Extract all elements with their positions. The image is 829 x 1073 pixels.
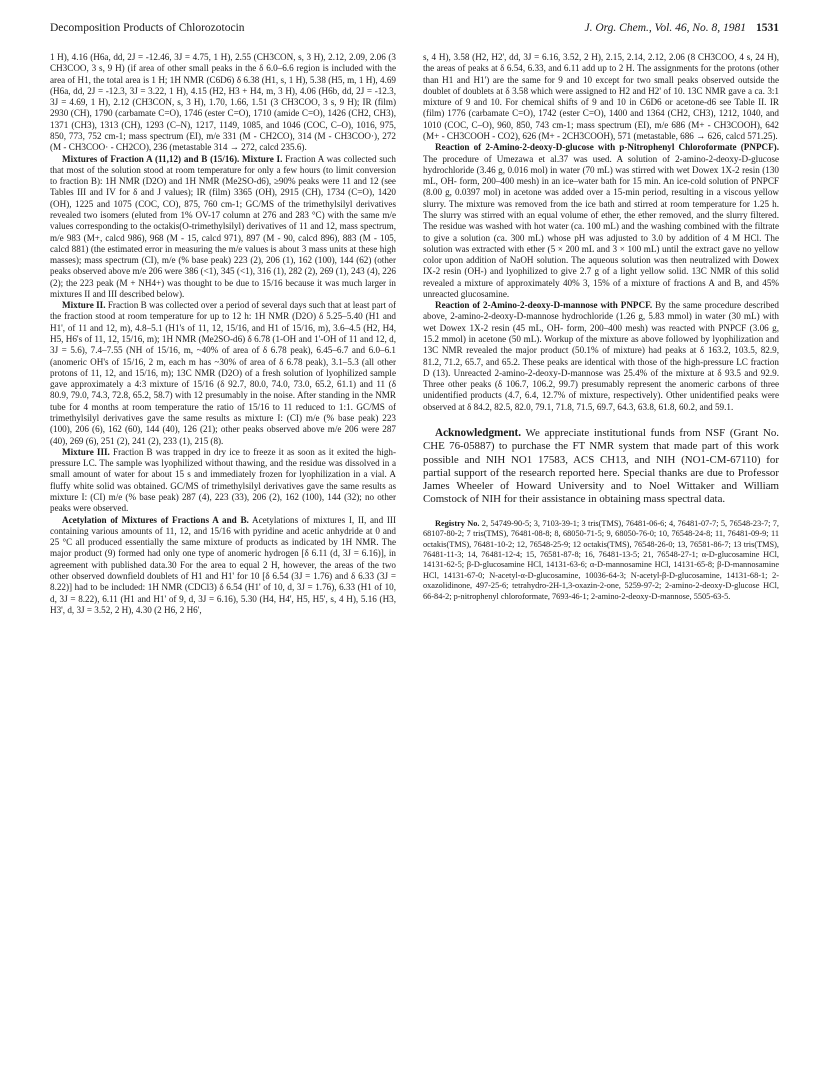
page-number: 1531 [756, 22, 779, 34]
paragraph-glucose-reaction [423, 142, 779, 300]
section-heading-mixture-ii: Mixture II. [62, 300, 106, 311]
section-heading-glucose-reaction: Reaction of 2-Amino-2-deoxy-D-glucose with p-Nitrophenyl Chloroformate (PNPCF). [435, 142, 779, 153]
running-header [50, 22, 779, 38]
paragraph-body: By the same procedure described above, 2-amino-2-deoxy-D-mannose hydrochloride (1.26 g, 5.83 mmol) in water (30 mL) with wet Dowex 1X-2 resin (45 mL, OH- form, 200–400 mesh) was reacted with PNPCF (3.06 g, 15.2 mmol) in acetone (50 mL). Workup of the mixture as above followed by lyophilization and 13C NMR revealed the major product (50.1% of mixture) had peaks at δ 163.2, 103.5, 82.9, 81.2, 71.2, 65.7, and 65.2. These peaks are identical with those of the high-pressure LC fraction D (13). Unreacted 2-amino-2-deoxy-D-mannose was 25.4% of the mixture at δ 93.5 and 92.9. Three other peaks (δ 106.7, 106.2, 99.7) presumably represent the anomeric carbons of three unidentified products (4.7, 6.4, 12.7% of mixture, respectively). Other unidentified peaks were observed at δ 84.2, 82.5, 82.0, 79.1, 71.8, 71.5, 69.7, 64.3, 63.8, 61.8, 60.2, and 59.1. [423, 300, 779, 412]
paragraph-mixture-ii [50, 300, 396, 447]
paragraph-acetylation [50, 515, 396, 617]
section-heading-mixtures: Mixtures of Fraction A (11,12) and B (15/16). Mixture I. [62, 153, 283, 164]
acknowledgment [423, 427, 779, 507]
paragraph-body: Acetylations of mixtures I, II, and III containing various amounts of 11, 12, and 15/16 with pyridine and acetic anhydride at 0 and 25 °C all produced essentially the same mixture of products as indicated by 1H NMR. The major product (9) formed had only one type of anomeric hydrogen [δ 6.11 (d, 3J = 6.16)], in agreement with published data.30 For the area to equal 2 H, however, the areas of the two other observed downfield doublets of H1 and H1' for 10 [δ 6.54 (3J = 1.76) and δ 6.33 (3J = 8.22)] had to be included: 1H NMR (CDCl3) δ 6.54 (H1' of 10, d, 3J = 1.76), 6.33 (H1 of 10, d, 3J = 8.22), 6.11 (H1 and H1' of 9, d, 3J = 6.16), 5.30 (H4, H4', H5, H5', s, 4 H), 5.16 (H3, H3', d, 3J = 3.52, 2 H), 4.30 (2 H6, 2 H6', [50, 514, 396, 615]
registry-numbers [423, 519, 779, 602]
paragraph-mannose-reaction [423, 300, 779, 413]
paragraph-body: Fraction A was collected such that most of the solution stood at room temperature for only a few hours (to limit conversion to fraction B): 1H NMR (D2O) and 1H NMR (Me2SO-d6), ≥90% peaks were 11 and 12 (see Tables III and IV for δ and J values); IR (film) 3365 (OH), 2915 (CH), 1734 (C=O), 1420 (OH), 1225 and 1075 (COC, CO), 875, 760 cm-1; GC/MS of the trimethylsilyl derivatives revealed two isomers (eluted from 1% OV-17 column at 276 and 283 °C) with the same m/e values corresponding to the octakis(O-trimethylsilyl) derivatives of 11 and 12, mass spectrum, m/e 983 (M+, calcd 986), 968 (M - 15, calcd 971), 897 (M - 90, calcd 896), 883 (M - 105, calcd 881) (the estimated error in measuring the m/e values is about 3 mass units at these high masses); mass spectrum (CI), m/e (% base peak) 223 (2), 206 (1), 162 (100), 144 (62) (other peaks observed above m/e 206 were 386 (<1), 345 (<1), 316 (1), 282 (2), 269 (1), 243 (4), 226 (2); the 223 peak (M + NH4+) was thought to be due to 15/16 because it was much larger in mixtures II and III described below). [50, 153, 396, 299]
registry-body: 2, 54749-90-5; 3, 7103-39-1; 3 tris(TMS), 76481-06-6; 4, 76481-07-7; 5, 76548-23-7; 7, 68107-80-2; 7 tris(TMS), 76481-08-8; 8, 68050-71-5; 9, 68050-76-0; 10, 76548-24-8; 11, 76481-09-9; 11 octakis(TMS), 76481-10-2; 12, 76548-25-9; 12 octakis(TMS), 76548-26-0; 13, 76581-86-7; 13 tris(TMS), 76481-11-3; 14, 76481-12-4; 15, 76581-87-8; 16, 76481-13-5; 21, 76548-27-1; α-D-glucosamine HCl, 14131-62-5; β-D-glucosamine HCl, 14131-63-6; α-D-mannosamine HCl, 14131-65-8; β-D-mannosamine HCl, 14131-67-0; N-acetyl-α-D-glucosamine, 10036-64-3; N-acetyl-β-D-glucosamine, 14131-68-1; 2-oxazolidinone, 497-25-6; tetrahydro-2H-1,3-oxazin-2-one, 5259-97-2; 2-amino-2-deoxy-D-glucose HCl, 66-84-2; p-nitrophenyl chloroformate, 7693-46-1; 2-amino-2-deoxy-D-mannose, 5505-63-5. [423, 518, 779, 601]
right-column [423, 52, 779, 1033]
paragraph-body: Fraction B was collected over a period of several days such that at least part of the fraction stood at room temperature for up to 12 h: 1H NMR (D2O) δ 5.25–5.40 (H1 and H1', of 11 and 12, m), 4.8–5.1 (H1's of 11, 12, 15/16, and H1 of 15/16, m), 3.6–4.5 (H2, H4, H5, H6's of 11, 12, 15/16, m); 1H NMR (Me2SO-d6) δ 6.78 (1-OH and 1'-OH of 11 and 12, d, 3J = 5.6), 7.4–7.55 (NH of 15/16, m, ~40% of area of δ 6.78 peak), 6.45–6.7 and 6.0–6.1 (anomeric OH's of 15/16, 2 m, each m has ~30% of area of δ 6.78 peak), 3.1–5.3 (all other protons of 11, 12, and 15/16, m); 13C NMR (D2O) of a fresh solution of lyophilized sample gave approximately a 4:3 mixture of 15/16 (δ 92.7, 80.0, 74.0, 73.0, 65.2, 61.1) and 11 (δ 80.9, 79.0, 74.3, 72.8, 65.2, 58.7) with 12 presumably in the noise. After standing in the NMR tube for 4 months at room temperature the ratio of 15/16 to 11 reduced to 1:1. GC/MS of trimethylsilyl derivatives gave the same results as mixture I: (CI) m/e (% base peak) 223 (100), 206 (6), 162 (60), 144 (40), 126 (21); other peaks observed above m/e 206 were 287 (40), 269 (6), 251 (2), 241 (2), 233 (1), 215 (8). [50, 300, 396, 446]
paragraph-body: Fraction B was trapped in dry ice to freeze it as soon as it exited the high-pressure LC. The sample was lyophilized without thawing, and the residue was dissolved in a small amount of water for about 15 s and immediately frozen for lyophilization in a vial. A fluffy white solid was obtained. GC/MS of trimethylsilyl derivatives gave the same results as mixture I: (CI) m/e (% base peak) 287 (4), 223 (33), 206 (2), 162 (100), 144 (32); no other peaks were observed. [50, 446, 396, 514]
registry-heading: Registry No. [435, 518, 480, 528]
running-title: Decomposition Products of Chlorozotocin [50, 22, 245, 34]
acknowledgment-heading: Acknowledgment. [435, 427, 522, 439]
section-heading-mixture-iii: Mixture III. [62, 446, 110, 457]
paragraph-mixture-iii [50, 447, 396, 515]
acknowledgment-body: We appreciate institutional funds from NSF (Grant No. CHE 76-05887) to purchase the FT NMR system that made part of this work possible and NIH NO1 17583, ACS CH13, and NIH (NO1-CM-67110) for partial support of the research reported here. Special thanks are due to Professor James Wheeler of Howard University and to Noel Wittaker and William Comstock of NIH for their assistance in obtaining mass spectral data. [423, 427, 779, 506]
journal-citation: J. Org. Chem., Vol. 46, No. 8, 1981 [584, 22, 746, 34]
paragraph-nmr-continuation: 1 H), 4.16 (H6a, dd, 2J = -12.46, 3J = 4.75, 1 H), 2.55 (CH3CON, s, 3 H), 2.12, 2.09, 2.06 (3 CH3COO, 3 s, 9 H) (if area of other small peaks in the δ 6.0–6.6 region is included with the area of H1, the total area is 1 H; 1H NMR (C6D6) δ 6.38 (H1, s, 1 H), 5.38 (H5, m, 1 H), 4.69 (H6a, dd, 2J = -12.3, 3J = 3.22, 1 H), 4.15 (H2, H3 + H4, m, 3 H), 4.06 (H6b, dd, 2J = -12.3, 3J = 4.69, 1 H), 2.12 (CH3CON, s, 3 H), 1.70, 1.66, 1.51 (3 CH3COO, 3 s, 9 H); IR (film) 2930 (CH), 1790 (carbamate C=O), 1746 (ester C=O), 1710 (amide C=O), 1426 (CH2, CH3), 1371 (CH3), 1313 (CH), 1293 (C–N), 1217, 1149, 1085, and 1046 (COC, C–O), 1016, 975, 850, 773, 752 cm-1; mass spectrum (EI), m/e 331 (M - CH2CO), 314 (M - CH3COO·), 272 (M - CH3COO· - CH2CO), 236 (metastable 314 → 272, calcd 235.6). [50, 52, 396, 153]
left-column [50, 52, 396, 1033]
paragraph-mixture-i [50, 154, 396, 301]
journal-citation-group [584, 22, 779, 34]
section-heading-mannose-reaction: Reaction of 2-Amino-2-deoxy-D-mannose with PNPCF. [435, 300, 653, 311]
paragraph-body: The procedure of Umezawa et al.37 was used. A solution of 2-amino-2-deoxy-D-glucose hydrochloride (3.46 g, 0.016 mol) in water (70 mL) was stirred with wet Dowex 1X-2 resin (130 mL, OH- form, 200–400 mesh) in an ice–water bath for 15 min. An ice-cold solution of PNPCF (8.00 g, 0.0397 mol) in acetone was added over a 15-min period, resulting in a viscous yellow slurry. The mixture was removed from the ice bath and stirred at room temperature for 1.25 h. The slurry was stirred with an equal volume of ether, the ether removed, and the slurry filtered. The residue was washed with hot water (ca. 100 mL) and the washing combined with the filtrate to give a solution (ca. 300 mL) whose pH was adjusted to 3.0 by addition of 4 M HCl. The solution was extracted with ether (5 × 200 mL and 3 × 100 mL) until the extract gave no yellow color upon addition of NaOH solution. The aqueous solution was then neutralized with Dowex IX-2 resin (OH-) and lyophilized to give 2.7 g of a light yellow solid. 13C NMR of this solid revealed a mixture of approximately 40% 3, 15% of a mixture of fractions A and B, and 45% unreacted glucosamine. [423, 153, 779, 299]
section-heading-acetylation: Acetylation of Mixtures of Fractions A and B. [62, 514, 249, 525]
paragraph-acetylation-continuation: s, 4 H), 3.58 (H2, H2', dd, 3J = 6.16, 3.52, 2 H), 2.15, 2.14, 2.12, 2.06 (8 CH3COO, 4 s, 24 H), the areas of peaks at δ 6.54, 6.33, and 6.11 add up to 2 H. The assignments for the protons (other than H1 and H1') are the same for 9 and 10 except for two small peaks observed outside the doublet of doublets at δ 3.58 which were assigned to H2 and H2' of 10. 13C NMR gave a ca. 3:1 mixture of 9 and 10. For chemical shifts of 9 and 10 in C6D6 or acetone-d6 see Table II. IR (film) 1776 (carbamate C=O), 1742 (ester C=O), 1400 and 1364 (CH2, CH3), 1212, 1040, and 1010 (COC, C–O), 960, 850, 743 cm-1; mass spectrum (EI), m/e 686 (M+ - CH3COOH), 642 (M+ - CH3COOH - CO2), 626 (M+ - 2CH3COOH), 571 (metastable, 686 → 626, calcd 571.25). [423, 52, 779, 141]
